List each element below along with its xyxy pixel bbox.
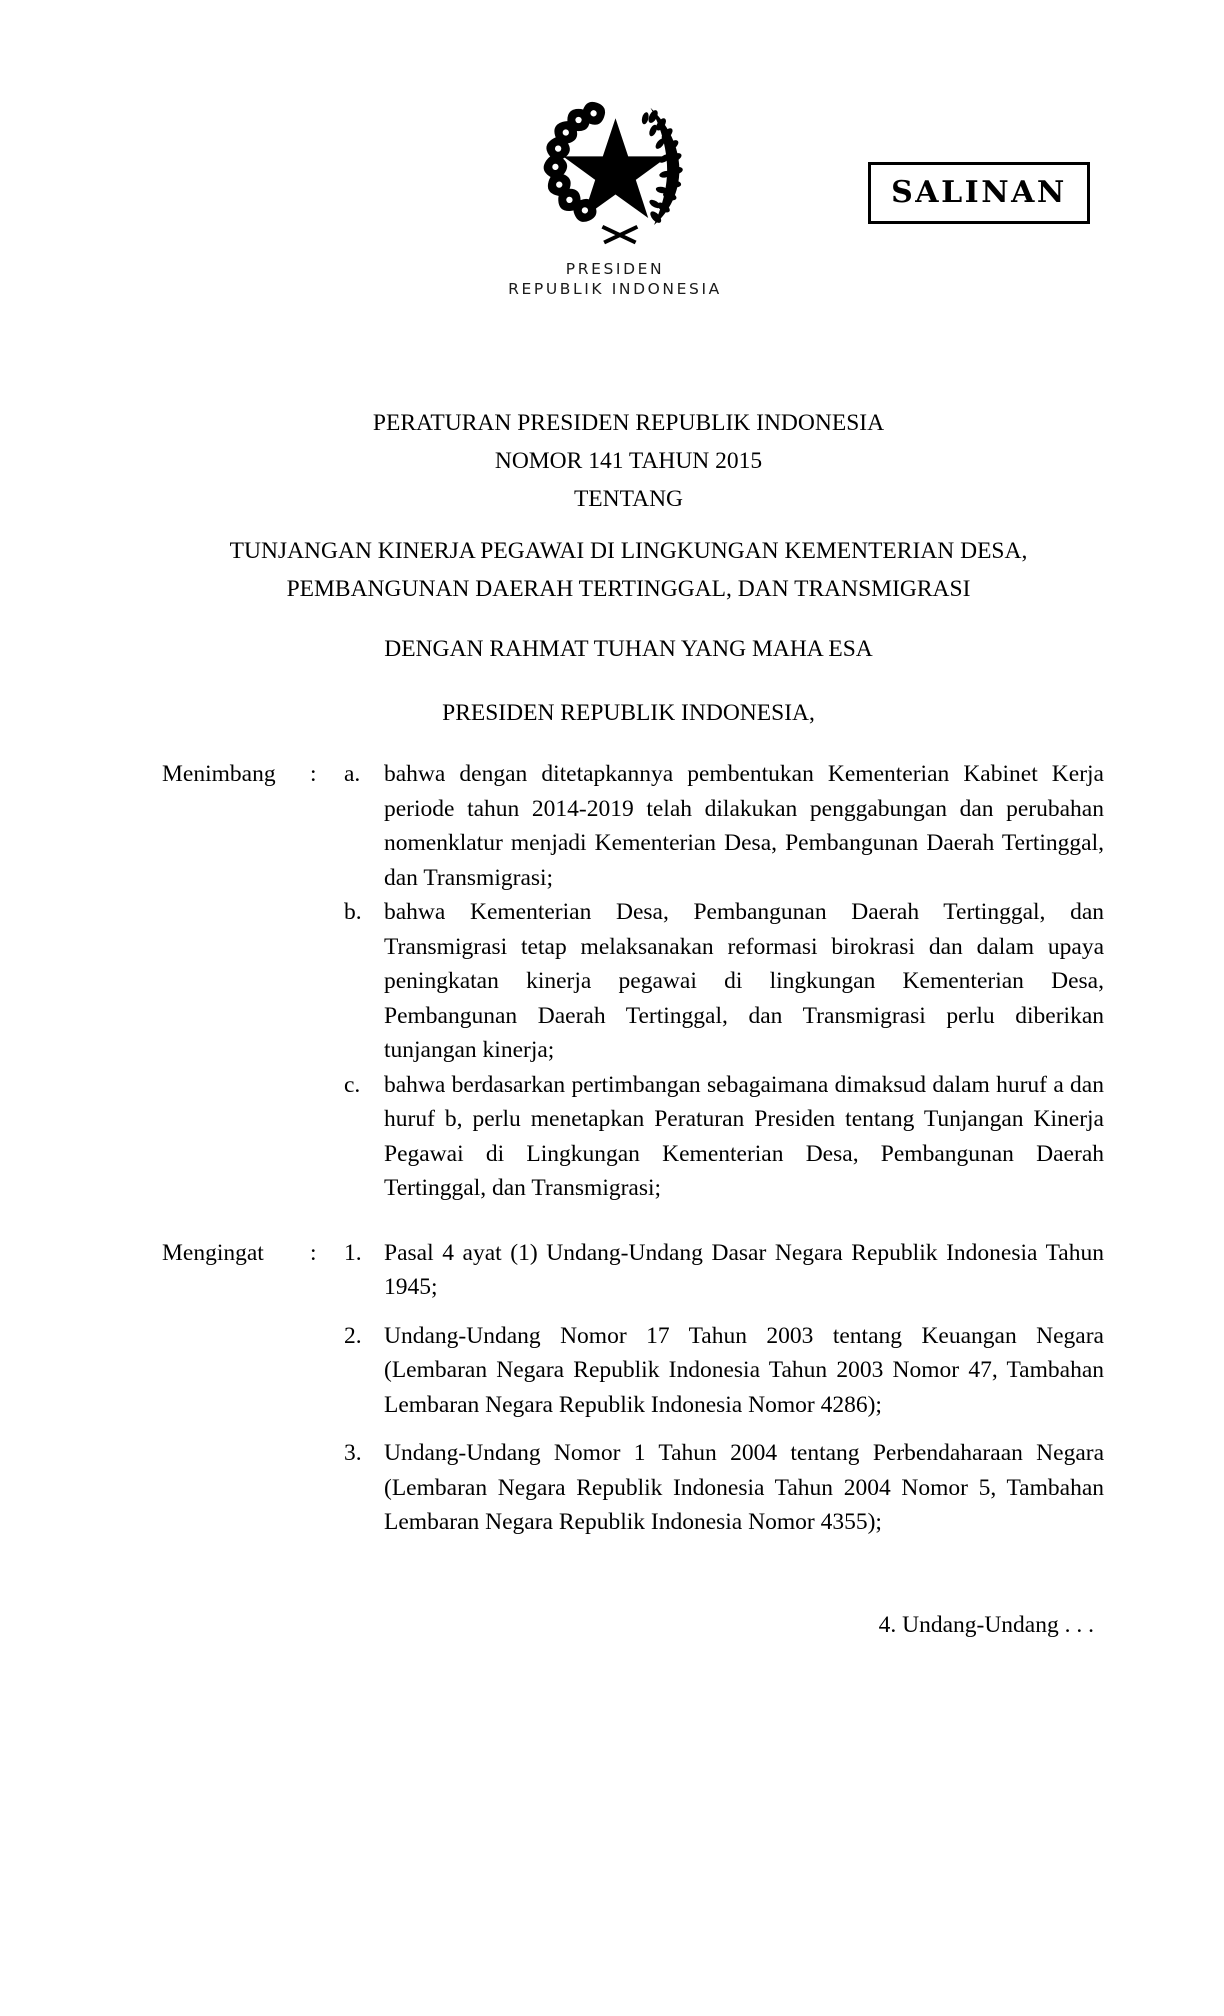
mengingat-label: Mengingat [162, 1239, 264, 1266]
mengingat-marker-1: 1. [344, 1239, 362, 1266]
page-continuation-marker: 4. Undang-Undang . . . [878, 1612, 1094, 1638]
menimbang-text-a: bahwa dengan ditetapkannya pembentukan Kementerian Kabinet Kerja periode tahun 2014-2019 telah dilakukan penggabungan dan perubahan nomenklatur menjadi Kementerian Desa, Pembangunan Daerah Tertinggal, dan Transmigrasi; [384, 761, 1104, 891]
invocation-block [162, 630, 1095, 732]
invocation-spacer [162, 668, 1095, 694]
menimbang-marker-b: b. [344, 899, 362, 925]
menimbang-item-a [162, 757, 1104, 895]
mengingat-colon: : [310, 1239, 317, 1266]
caption-republik-indonesia: REPUBLIK INDONESIA [508, 280, 722, 298]
title-line-nomor: NOMOR 141 TAHUN 2015 [494, 448, 763, 474]
regulation-title-block [162, 404, 1095, 608]
menimbang-marker-c: c. [344, 1071, 361, 1098]
presidential-emblem-block [505, 78, 725, 299]
mengingat-text-1: Pasal 4 ayat (1) Undang-Undang Dasar Negara Republik Indonesia Tahun 1945; [384, 1239, 1104, 1300]
menimbang-group [162, 757, 1104, 1206]
clauses-section [162, 757, 1104, 1540]
invocation-presiden-republik-indonesia: PRESIDEN REPUBLIK INDONESIA, [442, 700, 815, 726]
salinan-label: SALINAN [891, 175, 1067, 210]
menimbang-item-b [162, 895, 1104, 1068]
presiden-republik-indonesia-caption [505, 259, 725, 299]
mengingat-item-2 [162, 1319, 1104, 1423]
mengingat-marker-2: 2. [344, 1322, 362, 1349]
menimbang-item-c [162, 1068, 1104, 1206]
title-subject [162, 532, 1095, 608]
caption-presiden: PRESIDEN [565, 260, 665, 278]
mengingat-text-2: Undang-Undang Nomor 17 Tahun 2003 tentang Keuangan Negara (Lembaran Negara Republik Indonesia Tahun 2003 Nomor 47, Tambahan Lembaran Negara Republik Indonesia Nomor 4286); [384, 1322, 1104, 1418]
mengingat-marker-3: 3. [344, 1440, 362, 1466]
menimbang-label: Menimbang [162, 761, 276, 787]
title-line-tentang: TENTANG [573, 486, 684, 512]
title-line-peraturan: PERATURAN PRESIDEN REPUBLIK INDONESIA [372, 410, 885, 436]
mengingat-text-3: Undang-Undang Nomor 1 Tahun 2004 tentang Perbendaharaan Negara (Lembaran Negara Republik Indonesia Tahun 2004 Nomor 5, Tambahan Lembaran Negara Republik Indonesia Nomor 4355); [384, 1440, 1104, 1535]
document-header [0, 0, 1224, 330]
mengingat-group [162, 1236, 1104, 1540]
salinan-stamp [868, 162, 1090, 224]
menimbang-marker-a: a. [344, 761, 361, 787]
menimbang-text-c: bahwa berdasarkan pertimbangan sebagaimana dimaksud dalam huruf a dan huruf b, perlu menetapkan Peraturan Presiden tentang Tunjangan Kinerja Pegawai di Lingkungan Kementerian Desa, Pembangunan Daerah Tertinggal, dan Transmigrasi; [384, 1071, 1104, 1201]
invocation-dengan-rahmat: DENGAN RAHMAT TUHAN YANG MAHA ESA [384, 636, 873, 662]
title-subject-line-1: TUNJANGAN KINERJA PEGAWAI DI LINGKUNGAN KEMENTERIAN DESA, [229, 538, 1028, 564]
mengingat-item-1 [162, 1236, 1104, 1305]
title-subject-line-2: PEMBANGUNAN DAERAH TERTINGGAL, DAN TRANSMIGRASI [286, 576, 971, 602]
menimbang-colon: : [310, 761, 317, 787]
menimbang-text-b: bahwa Kementerian Desa, Pembangunan Daerah Tertinggal, dan Transmigrasi tetap melaksanakan reformasi birokrasi dan dalam upaya peningkatan kinerja pegawai di lingkungan Kementerian Desa, Pembangunan Daerah Tertinggal, dan Transmigrasi perlu diberikan tunjangan kinerja; [384, 899, 1104, 1063]
mengingat-item-3 [162, 1436, 1104, 1540]
indonesian-presidential-seal-icon [528, 78, 703, 253]
